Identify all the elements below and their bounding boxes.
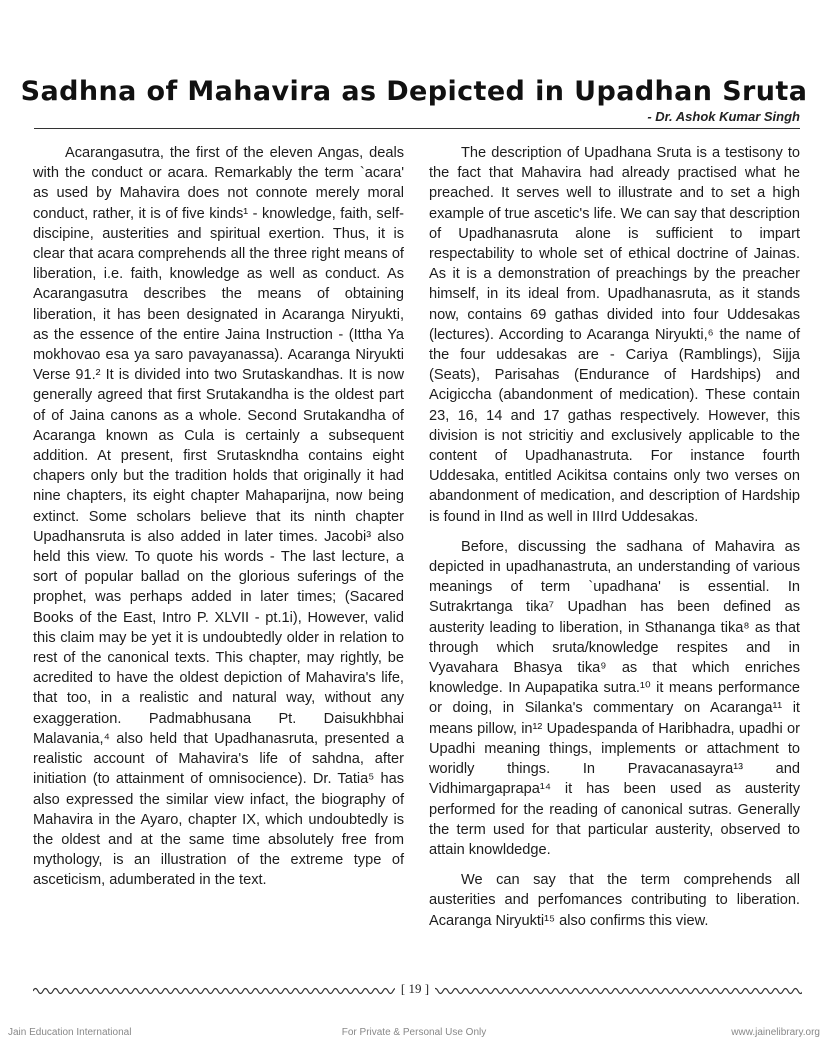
paragraph: Before, discussing the sadhana of Mahavira as depicted in upadhanastruta, an understanding of various meanings of term `upadhana' is essential. In Sutrakrtanga tika⁷ Upadhan has been defined as austerity leading to liberation, in Sthananga tika⁸ as that through which sruta/knowledge respites and in Vyavahara Bhasya tika⁹ as that which enriches knowledge. In Aupapatika sutra.¹⁰ it means performance or doing, in Silanka's commentary on Acaranga¹¹ it means pillow, in¹² Upadespanda of Haribhadra, upadhi or Upadhi meaning things, implements or attachment to woridly things. In Pravacanasayra¹³ and Vidhimargaprapa¹⁴ it has been used as austerity performed for the reading of canonical sutras. Generally the term used for that particular austerity, observed to attain knowldedge. [429, 538, 800, 858]
paragraph: Acarangasutra, the first of the eleven Angas, deals with the conduct or acara. Remarkably the term `acara' as used by Mahavira does not connote merely moral conduct, rather, it is of five kinds¹ - knowledge, faith, self-discipine, austerities and spiritual exertion. Thus, it is clear that acara comprehends all the three right means of liberation, i.e. faith, knowledge as well as conduct. As Acarangasutra describes the means of obtaining liberation, it has been designated in Acaranga Niryukti, as the essence of the entire Jaina Instruction - (Ittha Ya mokhovao esa ya saro pavayanassa). Acaranga Niryukti Verse 91.² It is divided into two Srutaskandhas. It is now generally agreed that first Srutakandha is the oldest part of of Jaina canons as a whole. Second Srutakandha of Acaranga known as Cula is certainly a subsequent addition. At present, first Srutaskndha contains eight chapers only but the tradition holds that originally it had nine chapters, its eight chapter Mahaparijna, now being extinct. Some scholars believe that its ninth chapter Upadhansruta is also added in later times. Jacobi³ also held this view. To quote his words - The last lecture, a sort of popular ballad on the glorious suferings of the prophet, was perhaps added in later times; (Sacared Books of the East, Intro P. XLVII - pt.1i), However, valid this claim may be yet it is undoubtedly older in relation to rest of the canonical texts. This chapter, may rightly, be acredited to have the oldest depiction of Mahavira's life, that too, in a realistic and natural way, without any exaggeration. Padmabhusana Pt. Daisukhbhai Malavania,⁴ also held that Upadhanasruta, presented a realistic account of Mahavira's life of sahdna, after initiation (to attainment of omnisocience). Dr. Tatia⁵ has also expressed the similar view infact, the biography of Mahavira in the Ayaro, chapter IX, which undoubtedly is the oldest and at the same time absolutely free from mythology, is an illustration of the extreme type of asceticism, adumberated in the text. [33, 145, 404, 889]
footer-usage: For Private & Personal Use Only [341, 1027, 487, 1038]
header-rule [34, 128, 800, 129]
paragraph: The description of Upadhana Sruta is a testisony to the fact that Mahavira had already practised what he preached. It serves well to illustrate and to set a high example of true ascetic's life. We can say that description of Upadhanasruta alone is sufficient to impart respectability to whole set of ethical doctrine of Jainas. As it is a demonstration of preachings by the preacher himself, in its ideal from. Upadhanasruta, as it stands now, contains 69 gathas divided into four Uddesakas (lectures). According to Acaranga Niryukti,⁶ the name of the four uddesakas are - Cariya (Ramblings), Sijja (Seats), Parisahas (Endurance of Hardships) and Acigiccha (abandonment of medication). These contain 23, 16, 14 and 17 gathas respectively. However, this division is not stricitiy and exclusively applicable to the content of Upadhanastruta. For instance fourth Uddesaka, entitled Acikitsa contains only two verses on abandonment of medication, and description of Hardship is found in IInd as well in IIIrd Uddesakas. [429, 145, 800, 525]
footer-website: www.jainelibrary.org [731, 1027, 820, 1038]
author-byline: - Dr. Ashok Kumar Singh [647, 109, 800, 124]
paragraph: We can say that the term comprehends all austerities and perfomances contributing to liberation. Acaranga Niryukti¹⁵ also confirms this view. [429, 872, 800, 929]
page-number: [ 19 ] [395, 981, 435, 997]
page-title: Sadhna of Mahavira as Depicted in Upadhan Sruta [20, 76, 808, 107]
footer-source: Jain Education International [8, 1027, 132, 1038]
left-column [33, 143, 404, 891]
right-column [429, 143, 800, 931]
